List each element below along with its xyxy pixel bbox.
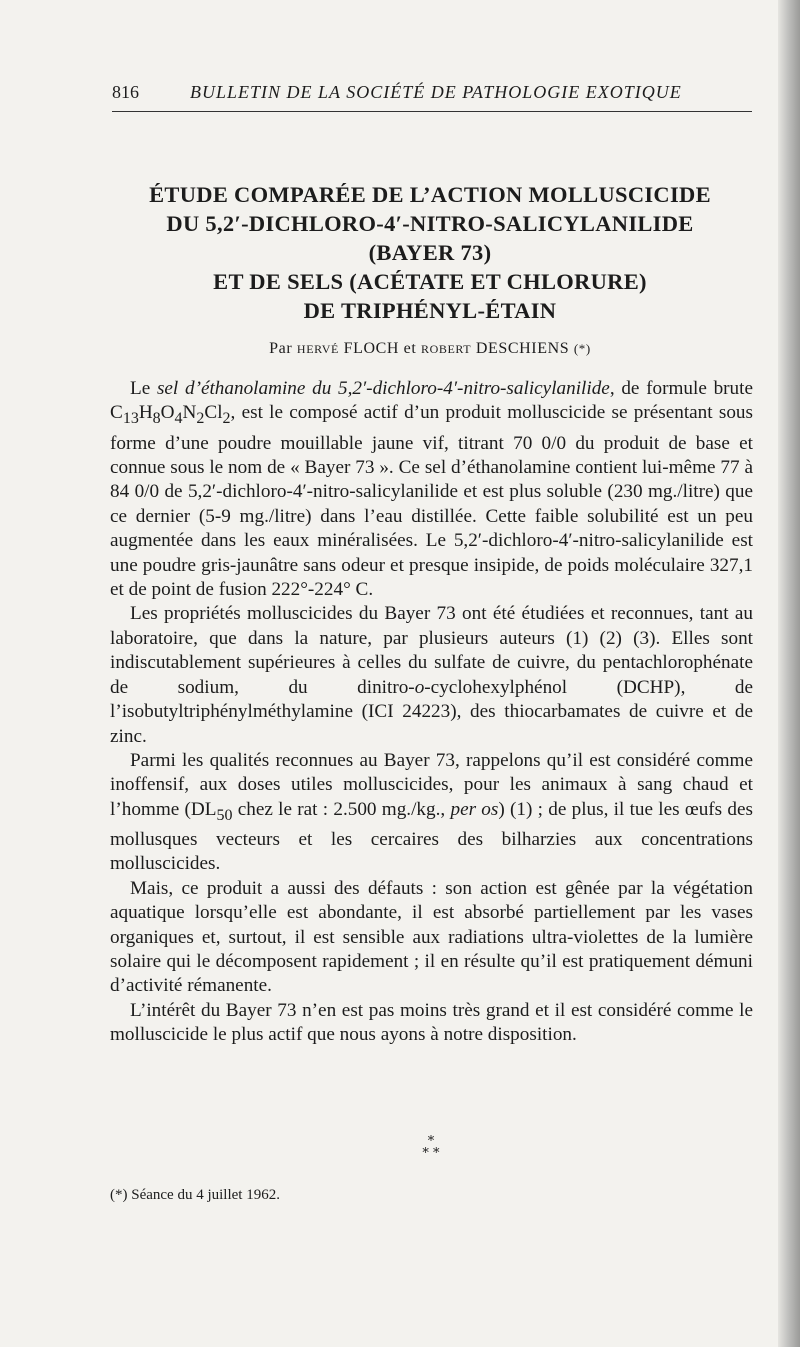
p1-text-f: N	[182, 402, 197, 424]
page-number: 816	[112, 82, 139, 102]
formula-sub-1: 13	[122, 410, 139, 428]
p2-text-a: Les propriétés molluscicides du Bayer 73 ont été étudiées et reconnues, tant au laboratoire, que dans la nature, par plusieurs auteurs (1) (2) (3). Elles sont indiscutablement supérieures à celles du sulfate de cuivre, du pentachlorophénate de sodium, du dinitro-	[110, 603, 753, 698]
by-word: Par	[269, 340, 293, 357]
p3-text-b: chez le rat : 2.500 mg./kg.,	[232, 798, 451, 820]
p2-italic-o: o	[414, 676, 425, 698]
paragraph-1	[110, 377, 753, 602]
header-rule	[112, 111, 752, 112]
authors-line	[100, 340, 760, 358]
p3-text-a: Parmi les qualités reconnues au Bayer 73, rappelons qu’il est considéré comme inoffensif, aux doses utiles molluscicides, pour les animaux à sang chaud et l’homme (DL	[110, 749, 753, 820]
author2-last-name: DESCHIENS	[475, 340, 570, 357]
compound-name-italic: sel d’éthanolamine du 5,2′-dichloro-4′-nitro-salicylanilide	[156, 378, 610, 399]
section-separator	[416, 1136, 446, 1160]
title-line-4: ET DE SELS (ACÉTATE ET CHLORURE)	[213, 269, 647, 294]
title-line-1: ÉTUDE COMPARÉE DE L’ACTION MOLLUSCICIDE	[149, 182, 711, 207]
and-word: et	[403, 340, 417, 357]
paragraph-4: Mais, ce produit a aussi des défauts : son action est gênée par la végétation aquatique lorsqu’elle est abondante, il est absorbé partiellement par les vases organiques et, surtout, il est sensible aux radiations ultra-violettes de la lumière solaire qui le décomposent rapidement ; il en résulte qu’il est pratiquement démuni d’activité rémanente.	[110, 877, 753, 997]
paragraph-5: L’intérêt du Bayer 73 n’en est pas moins très grand et il est considéré comme le molluscicide le plus actif que nous ayons à notre disposition.	[110, 999, 753, 1046]
article-title	[100, 180, 760, 325]
article-body	[110, 377, 753, 1048]
p1-text-d: H	[138, 402, 153, 424]
running-header	[112, 82, 752, 106]
p2-text-c: -cyclohexylphénol (DCHP), de l’isobutyltriphénylméthylamine (ICI 24223), des thiocarbamates de cuivre et de zinc.	[110, 676, 753, 747]
paragraph-3	[110, 749, 753, 877]
p1-text-a: Le	[130, 378, 157, 399]
p1-text-g: Cl	[204, 402, 223, 424]
page-edge-shadow	[778, 0, 800, 1347]
separator-top-star: *	[427, 1134, 435, 1149]
title-line-5: DE TRIPHÉNYL-ÉTAIN	[303, 298, 557, 323]
formula-sub-4: 2	[196, 410, 205, 428]
footnote: (*) Séance du 4 juillet 1962.	[110, 1187, 280, 1203]
p3-text-d: ) (1) ; de plus, il tue les œufs des mollusques vecteurs et les cercaires des bilharzies aux concentrations molluscicides.	[110, 798, 753, 875]
footnote-marker: (*)	[573, 341, 591, 356]
journal-title: BULLETIN DE LA SOCIÉTÉ DE PATHOLOGIE EXOTIQUE	[190, 82, 682, 102]
per-os-italic: per os	[450, 798, 499, 820]
paragraph-2	[110, 602, 753, 748]
title-line-2: DU 5,2′-DICHLORO-4′-NITRO-SALICYLANILIDE	[166, 211, 694, 236]
author2-first-name: ROBERT	[421, 342, 472, 356]
p1-text-c: , de formule brute C	[110, 378, 753, 424]
formula-sub-2: 8	[152, 410, 161, 428]
formula-sub-3: 4	[174, 410, 183, 428]
p1-text-h: , est le composé actif d’un produit molluscicide se présentant sous forme d’une poudre mouillable jaune vif, titrant 70 0/0 du produit de base et connue sous le nom de « Bayer 73 ». Ce sel d’éthanolamine contient lui-même 77 à 84 0/0 de 5,2′-dichloro-4′-nitro-salicylanilide et est plus soluble (230 mg./litre) que ce dernier (5-9 mg./litre) dans l’eau distillée. Cette faible solubilité est un peu augmentée dans les eaux minéralisées. Le 5,2′-dichloro-4′-nitro-salicylanilide est une poudre gris-jaunâtre sans odeur et presque insipide, de poids moléculaire 327,1 et de point de fusion 222°-224° C.	[110, 402, 753, 601]
title-line-3: (BAYER 73)	[368, 240, 492, 265]
author1-first-name: HERVÉ	[296, 342, 339, 356]
p1-text-e: O	[160, 402, 175, 424]
formula-sub-5: 2	[222, 410, 231, 428]
separator-bottom-stars: * *	[422, 1146, 440, 1161]
author1-last-name: FLOCH	[343, 340, 400, 357]
dl50-sub: 50	[216, 806, 233, 824]
